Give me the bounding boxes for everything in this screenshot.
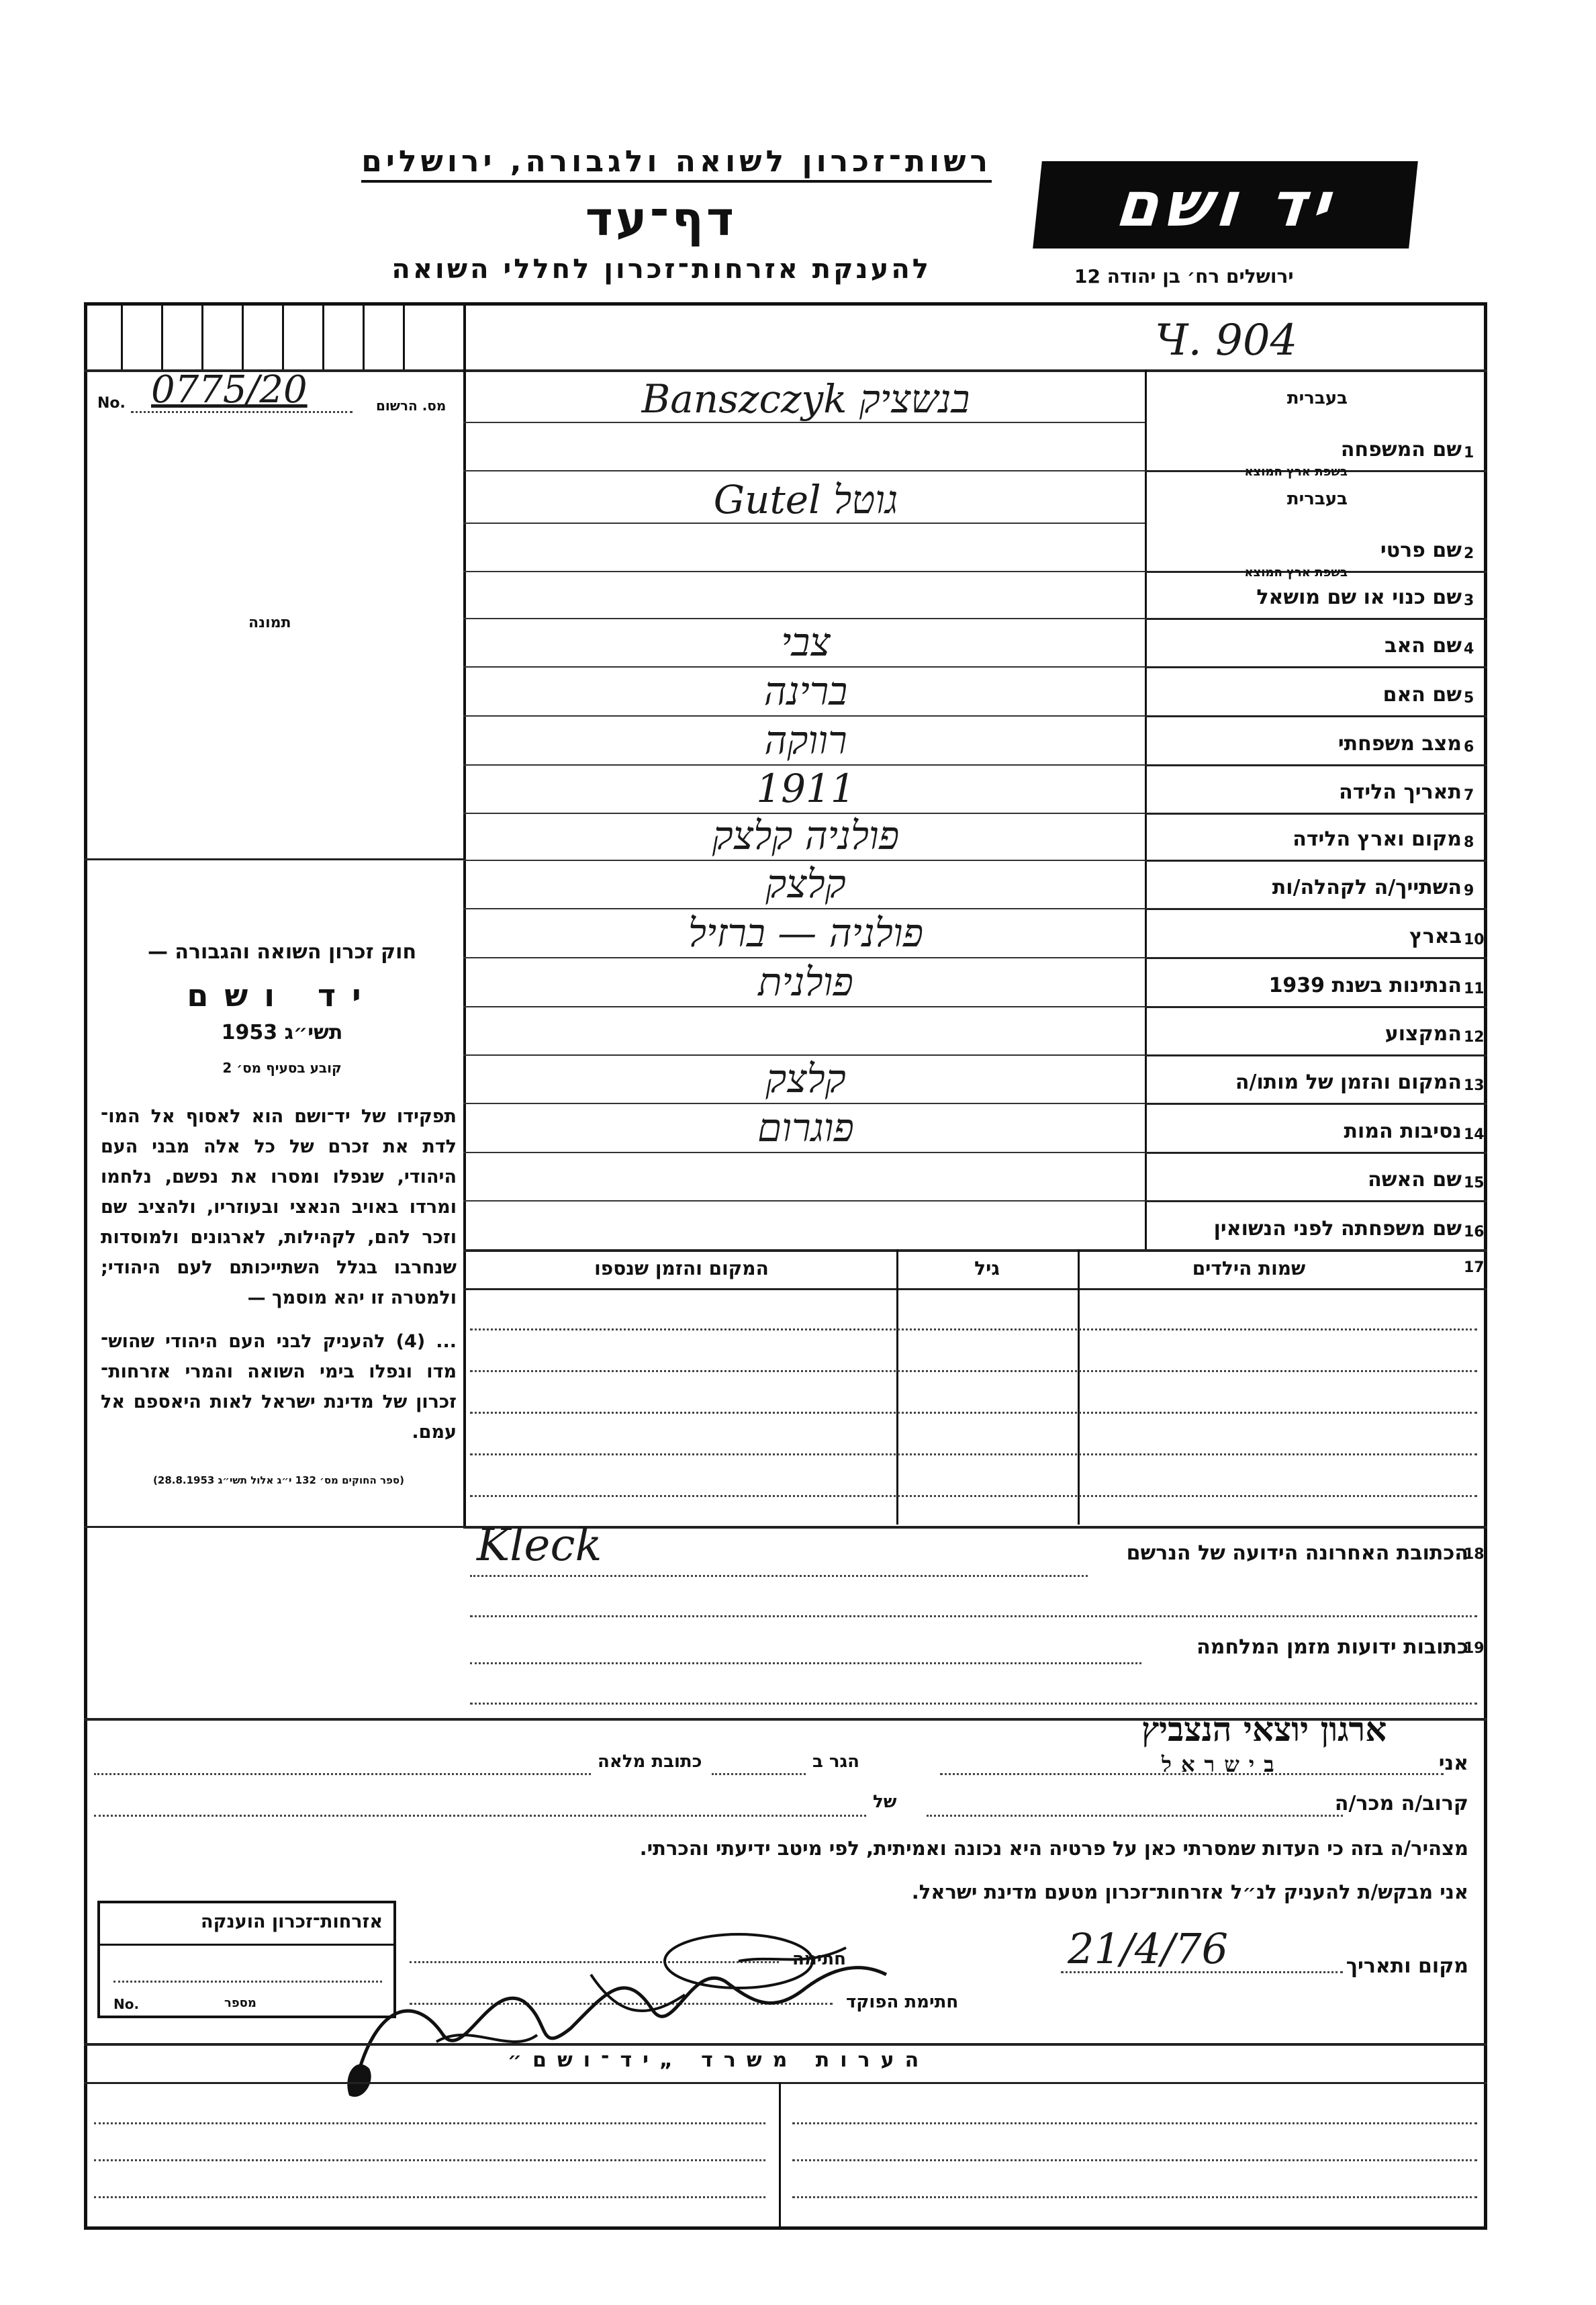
field-14-label: נסיבות המות <box>1344 1120 1462 1143</box>
field-2-number: 2 <box>1464 545 1474 562</box>
field-2-label: שם פרטי <box>1380 539 1462 562</box>
declaration-ani: אני <box>1438 1752 1468 1775</box>
signature-label: חתימה <box>792 1949 846 1969</box>
field-18-value: Kleck <box>477 1519 602 1571</box>
declaration-organization: ארגון יוצאי הנצביץ <box>1141 1709 1387 1749</box>
field-10-value: פולניה — ברזיל <box>688 910 924 956</box>
field-15-number: 15 <box>1464 1175 1485 1191</box>
granted-box-no-prefix: No. <box>113 1996 140 2012</box>
table-row <box>470 1412 1477 1414</box>
declaration-full-address: כתובת מלאה <box>598 1752 702 1772</box>
table-row <box>470 1328 1477 1330</box>
field-8-number: 8 <box>1464 834 1474 851</box>
field-11-value: פולנית <box>758 959 853 1005</box>
field-19-number: 19 <box>1464 1640 1485 1657</box>
field-13-label: המקום והזמן של מותו/ה <box>1235 1071 1462 1094</box>
registration-label: מס. הרשום <box>376 398 447 414</box>
field-11-label: הנתינות בשנת 1939 <box>1268 974 1462 997</box>
field-2-hebrew-tag: בעברית <box>1286 489 1348 509</box>
field-16-label: שם משפחתה לפני הנשואין <box>1213 1217 1462 1240</box>
field-14-value: פוגרום <box>757 1105 854 1150</box>
field-9-label: השתייך/ה לקהלה/ות <box>1272 876 1462 899</box>
field-9-number: 9 <box>1464 883 1474 899</box>
field-7-value: 1911 <box>756 766 855 811</box>
field-5-label: שם האם <box>1382 683 1462 707</box>
declaration-in-israel: בישראל <box>1162 1752 1284 1777</box>
logo-text: יד ושם <box>1112 169 1339 240</box>
field-10-label: בארץ <box>1409 925 1462 948</box>
table-row <box>470 1453 1477 1455</box>
children-header-names: שמות הילדים <box>1192 1257 1306 1279</box>
declaration-of: של <box>873 1792 897 1812</box>
field-5-number: 5 <box>1464 690 1474 707</box>
field-3-label: שם כנוי או שם מושאל <box>1256 586 1462 609</box>
field-18-label: הכתובת האחרונה הידועה של הנרשם <box>1126 1541 1468 1565</box>
registration-no-prefix: No. <box>97 395 126 412</box>
law-paragraph-1: תפקידו של יד־ושם הוא לאסוף אל המו־ לדת את זכרם של כל אלה מבני העם היהודי, שנפלו ומסרו את נפשם, נלחמו ומרדו באויב הנאצי ובעוזריו, ולהציב שם וזכר להם, לקהילות, לארגונים ולמוסדות שנחרבו בגלל השתייכותם לעם היהודי; ולמטרה זו יהא מוסמך — <box>101 1106 457 1308</box>
declaration-statement-2: אני מבקש/ת להעניק לנ״ל אזרחות־זכרון מטעם מדינת ישראל. <box>911 1881 1468 1903</box>
field-12-label: המקצוע <box>1384 1022 1462 1046</box>
field-11-number: 11 <box>1464 981 1485 997</box>
field-6-label: מצב משפחתי <box>1337 732 1462 756</box>
law-paragraph-2: ... (4) להעניק לבני העם היהודי שהוש־ מדו ונפלו בימי השואה והמרי אזרחות־ זכרון של מדינת ישראל לאות היאספם אל עמם. <box>101 1331 457 1443</box>
remarks-title: הערות משרד „יד־ושם״ <box>507 2048 930 2072</box>
field-2-value: Gutel גוטל <box>713 477 898 523</box>
field-6-value: רווקה <box>764 717 847 763</box>
form-subtitle: להענקת אזרחות־זכרון לחללי השואה <box>391 254 931 285</box>
table-row <box>470 1495 1477 1497</box>
field-17-number: 17 <box>1464 1259 1485 1276</box>
field-14-number: 14 <box>1464 1126 1485 1143</box>
field-16-number: 16 <box>1464 1224 1485 1240</box>
field-3-number: 3 <box>1464 592 1474 609</box>
file-number: Ч. 904 <box>1155 316 1298 365</box>
field-1-value: Banszczyk בנשציק <box>641 376 970 422</box>
field-19-label: כתובות ידועות מזמן המלחמה <box>1196 1635 1468 1659</box>
field-1-origin-tag: בשפת ארץ המוצא <box>1244 465 1348 479</box>
field-8-value: פולניה קלצק <box>712 813 900 858</box>
officer-signature-label: חתימת הפוקד <box>846 1992 959 2012</box>
yad-vashem-logo <box>1033 161 1418 248</box>
field-4-label: שם האב <box>1384 634 1462 658</box>
field-18-number: 18 <box>1464 1546 1485 1563</box>
field-6-number: 6 <box>1464 739 1474 756</box>
granted-box-title: אזרחות־זכרון הוענקה <box>201 1911 383 1932</box>
table-row <box>470 1370 1477 1372</box>
logo-address: ירושלים רח׳ בן יהודה 12 <box>1074 265 1294 287</box>
form-title: דף־עד <box>585 191 737 246</box>
children-header-place-time: המקום והזמן שנספו <box>594 1257 769 1279</box>
field-1-label: שם המשפחה <box>1340 438 1462 461</box>
field-1-number: 1 <box>1464 445 1474 461</box>
field-7-label: תאריך הלידה <box>1339 780 1462 804</box>
handwritten-signature <box>336 1921 940 2109</box>
declaration-statement-1: מצהיר/ה בזה כי העדות שמסרתי כאן על פרטיה היא נכונה ואמיתית, לפי מיטב ידיעתי והכרתי. <box>639 1837 1468 1860</box>
law-citation: (ספר החוקים מס׳ 132 י״ג אלול תשי״ג 28.8.1953) <box>153 1474 404 1486</box>
field-4-number: 4 <box>1464 641 1474 658</box>
law-name: יד ושם <box>187 977 377 1013</box>
field-13-value: קלצק <box>765 1056 846 1101</box>
law-heading: חוק זכרון השואה והגבורה — <box>147 940 417 964</box>
field-10-number: 10 <box>1464 932 1485 948</box>
field-1-hebrew-tag: בעברית <box>1286 388 1348 408</box>
children-header-age: גיל <box>974 1257 1000 1279</box>
field-7-number: 7 <box>1464 787 1474 804</box>
declaration-resides-at: הגר ב <box>812 1752 860 1772</box>
granted-box-number-label: מספר <box>224 1996 256 2010</box>
field-8-label: מקום וארץ הלידה <box>1293 827 1462 851</box>
photo-label: תמונה <box>248 615 291 631</box>
declaration-relative: קרוב/ה מכר/ה <box>1334 1792 1468 1815</box>
field-5-value: ברינה <box>763 668 848 714</box>
field-2-origin-tag: בשפת ארץ המוצא <box>1244 566 1348 580</box>
field-12-number: 12 <box>1464 1029 1485 1046</box>
law-clause-ref: קובע בסעיף מס׳ 2 <box>222 1060 342 1076</box>
registration-number: 0775/20 <box>151 368 308 412</box>
authority-title: רשות־זכרון לשואה ולגבורה, ירושלים <box>361 144 992 183</box>
field-15-label: שם האשה <box>1368 1168 1462 1191</box>
field-4-value: צבי <box>781 619 831 665</box>
place-date-value: 21/4/76 <box>1068 1924 1229 1973</box>
field-9-value: קלצק <box>765 861 846 907</box>
law-year: תשי״ג 1953 <box>221 1021 343 1044</box>
field-13-number: 13 <box>1464 1077 1485 1094</box>
place-date-label: מקום ותאריך <box>1346 1954 1468 1978</box>
